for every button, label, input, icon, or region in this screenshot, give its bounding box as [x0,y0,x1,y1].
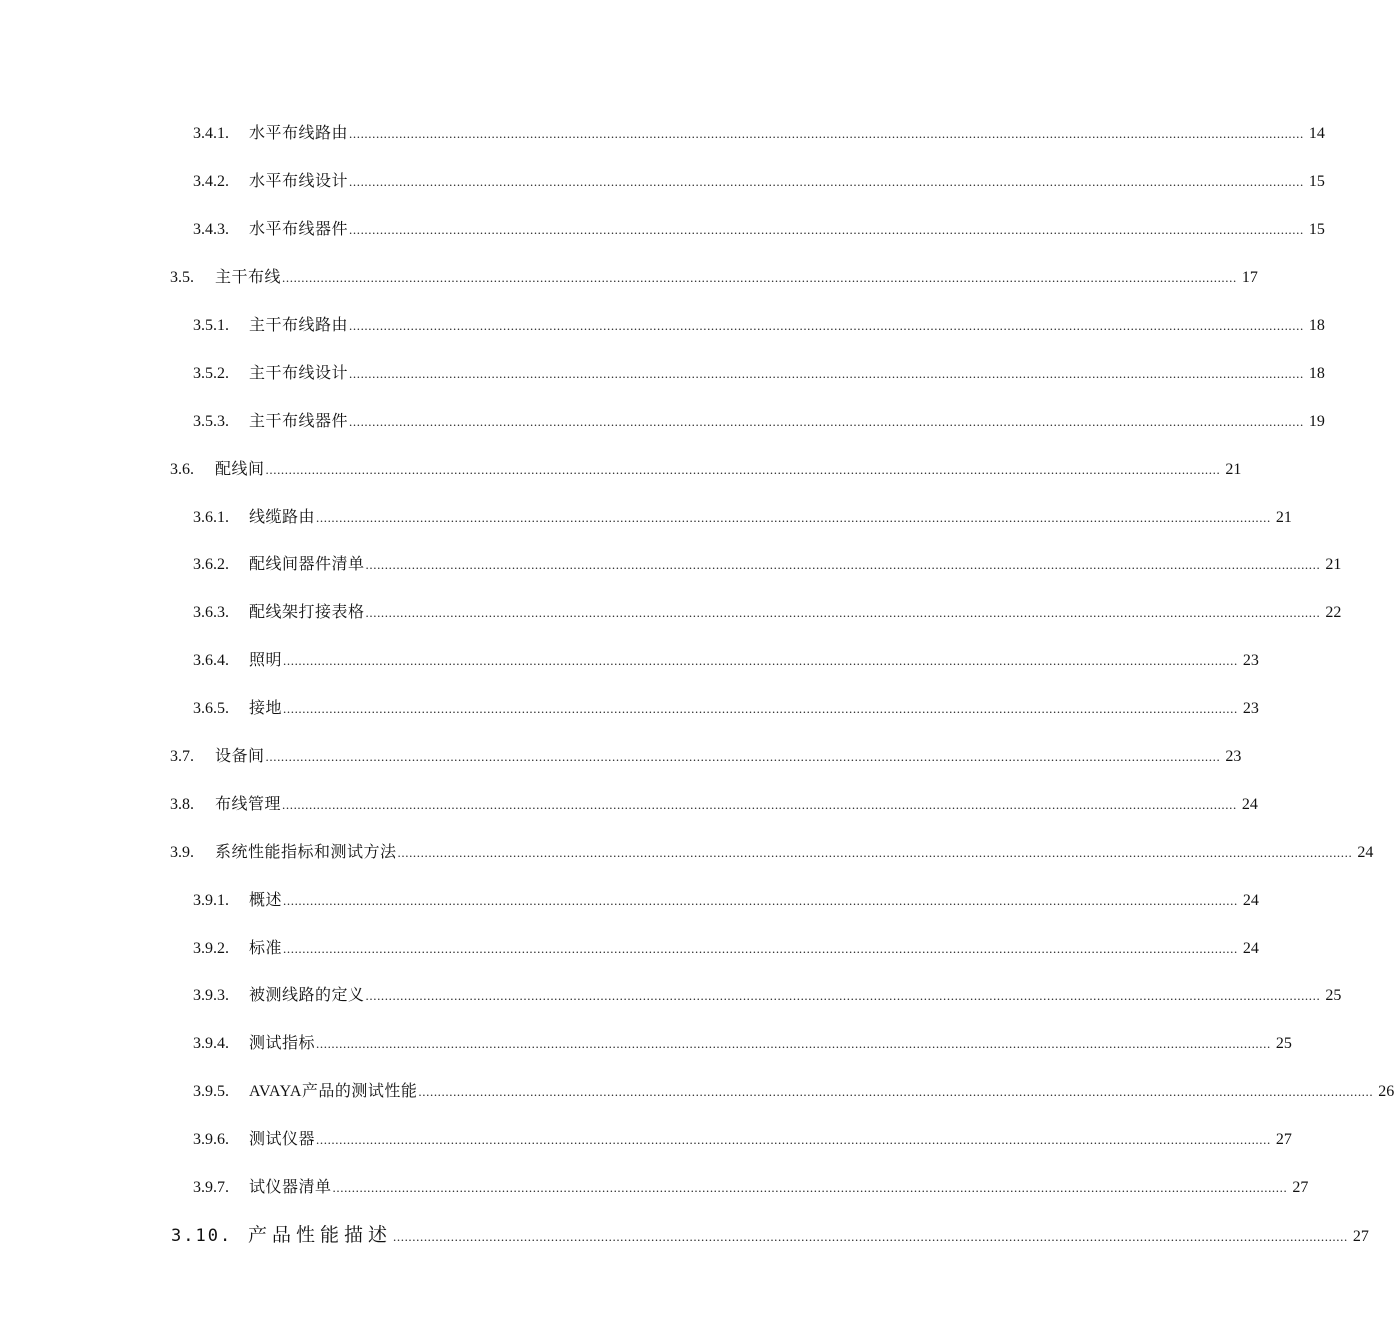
dot-leader [349,318,1304,334]
dot-leader [393,1229,1348,1245]
toc-entry-number: 3.4.1. [193,125,229,143]
dot-leader [398,845,1353,861]
toc-entry-title: 主干布线路由 [249,317,349,334]
toc-entry[interactable] [0,252,1258,300]
dot-leader [349,126,1304,142]
toc-entry[interactable] [0,156,1325,204]
dot-leader [316,510,1271,526]
toc-entry-page-number: 23 [1242,652,1259,670]
dot-leader [283,941,1238,957]
toc-entry-title: 主干布线器件 [249,412,349,430]
toc-entry-page-number: 14 [1308,125,1325,143]
toc-entry-title: 布线管理 [215,795,282,813]
toc-entry[interactable] [0,683,1259,731]
dot-leader [283,701,1238,717]
toc-entry-number: 3.5. [170,269,194,287]
toc-entry-title: AVAYA产品的测试性能 [249,1083,418,1101]
toc-entry-title: 配线架打接表格 [249,604,365,622]
toc-entry-page-number: 21 [1275,508,1292,526]
dot-leader [349,174,1304,190]
toc-entry-number: 3.9.7. [193,1179,229,1197]
toc-entry-page-number: 23 [1225,748,1242,766]
toc-entry[interactable] [0,922,1259,970]
toc-entry-number: 3.9.6. [193,1131,229,1149]
toc-entry-title: 概述 [249,891,283,909]
toc-entry-number: 3.10. [171,1225,233,1246]
toc-entry-title: 线缆路由 [249,508,316,526]
toc-entry-page-number: 27 [1352,1227,1369,1245]
toc-entry-number: 3.9.3. [193,987,229,1005]
toc-entry[interactable] [0,491,1292,539]
toc-entry[interactable] [0,731,1242,779]
toc-entry-title: 测试指标 [249,1035,316,1053]
toc-entry-number: 3.8. [170,795,194,813]
toc-entry-title: 接地 [249,700,283,718]
toc-entry[interactable] [0,539,1342,587]
toc-entry-page-number: 24 [1241,795,1258,813]
toc-entry-number: 3.5.2. [193,364,229,382]
toc-entry-number: 3.7. [170,748,194,766]
toc-entry-number: 3.9.4. [193,1035,229,1053]
toc-entry-number: 3.9. [170,843,194,861]
toc-entry[interactable] [0,826,1374,874]
dot-leader [333,1180,1288,1196]
toc-entry-number: 3.6.5. [193,700,229,718]
toc-entry[interactable] [0,1114,1292,1162]
toc-entry[interactable] [0,874,1259,922]
dot-leader [349,222,1304,238]
dot-leader [366,605,1321,621]
dot-leader [316,1132,1271,1148]
toc-entry[interactable] [0,347,1325,395]
toc-entry-number: 3.5.3. [193,412,229,430]
toc-entry-page-number: 21 [1225,460,1242,478]
toc-entry-title: 设备间 [215,748,265,766]
toc-entry-number: 3.4.2. [193,173,229,191]
toc-entry[interactable] [0,443,1242,491]
toc-entry-number: 3.6.2. [193,556,229,574]
toc-entry[interactable] [0,300,1325,348]
dot-leader [366,557,1321,573]
toc-entry-title: 水平布线设计 [249,173,349,191]
toc-entry-number: 3.6.3. [193,604,229,622]
toc-entry[interactable] [0,635,1259,683]
toc-entry-page-number: 22 [1325,604,1342,622]
toc-entry-title: 系统性能指标和测试方法 [215,843,397,861]
toc-entry-number: 3.9.5. [193,1083,229,1101]
toc-entry-title: 试仪器清单 [249,1179,332,1197]
toc-entry-title: 测试仪器 [249,1131,316,1149]
dot-leader [366,988,1321,1004]
toc-entry[interactable] [0,1162,1309,1210]
toc-entry-number: 3.6.4. [193,652,229,670]
toc-entry[interactable] [0,395,1325,443]
toc-entry-page-number: 24 [1242,891,1259,909]
dot-leader [266,462,1221,478]
toc-entry[interactable] [0,1209,1369,1257]
toc-entry-title: 水平布线路由 [249,125,349,143]
dot-leader [282,797,1237,813]
toc-entry-title: 被测线路的定义 [249,987,365,1005]
dot-leader [283,653,1238,669]
dot-leader [349,414,1304,430]
toc-entry-page-number: 18 [1308,317,1325,334]
toc-entry-number: 3.9.1. [193,891,229,909]
toc-entry[interactable] [0,970,1342,1018]
toc-entry-title: 配线间器件清单 [249,556,365,574]
toc-entry-page-number: 24 [1357,843,1374,861]
toc-entry-page-number: 17 [1241,269,1258,287]
toc-entry-page-number: 26 [1378,1083,1394,1101]
toc-entry-title: 产品性能描述 [248,1224,393,1246]
toc-entry-page-number: 21 [1325,556,1342,574]
toc-entry-number: 3.5.1. [193,317,229,334]
toc-entry-page-number: 23 [1242,700,1259,718]
toc-entry-number: 3.6. [170,460,194,478]
toc-entry-page-number: 27 [1292,1179,1309,1197]
toc-entry-page-number: 18 [1308,364,1325,382]
toc-entry-title: 主干布线设计 [249,364,349,382]
toc-entry-number: 3.6.1. [193,508,229,526]
toc-entry[interactable] [0,1066,1394,1114]
toc-entry[interactable] [0,778,1258,826]
toc-entry[interactable] [0,204,1325,252]
toc-entry[interactable] [0,587,1342,635]
toc-entry-page-number: 19 [1308,412,1325,430]
toc-entry-page-number: 15 [1308,173,1325,191]
toc-entry-title: 水平布线器件 [249,221,349,239]
dot-leader [282,270,1237,286]
toc-entry-page-number: 15 [1308,221,1325,239]
toc-entry[interactable] [0,108,1325,156]
toc-entry-page-number: 27 [1275,1131,1292,1149]
table-of-contents [0,108,1394,1257]
toc-entry-number: 3.4.3. [193,221,229,239]
dot-leader [349,366,1304,382]
toc-entry-page-number: 25 [1325,987,1342,1005]
toc-entry-page-number: 25 [1275,1035,1292,1053]
toc-entry-title: 标准 [249,939,283,957]
dot-leader [316,1036,1271,1052]
dot-leader [418,1084,1373,1100]
dot-leader [283,893,1238,909]
toc-entry-page-number: 24 [1242,939,1259,957]
toc-entry-number: 3.9.2. [193,939,229,957]
toc-entry-title: 主干布线 [215,269,282,287]
toc-entry-title: 照明 [249,652,283,670]
dot-leader [266,749,1221,765]
toc-entry-title: 配线间 [215,460,265,478]
toc-entry[interactable] [0,1018,1292,1066]
